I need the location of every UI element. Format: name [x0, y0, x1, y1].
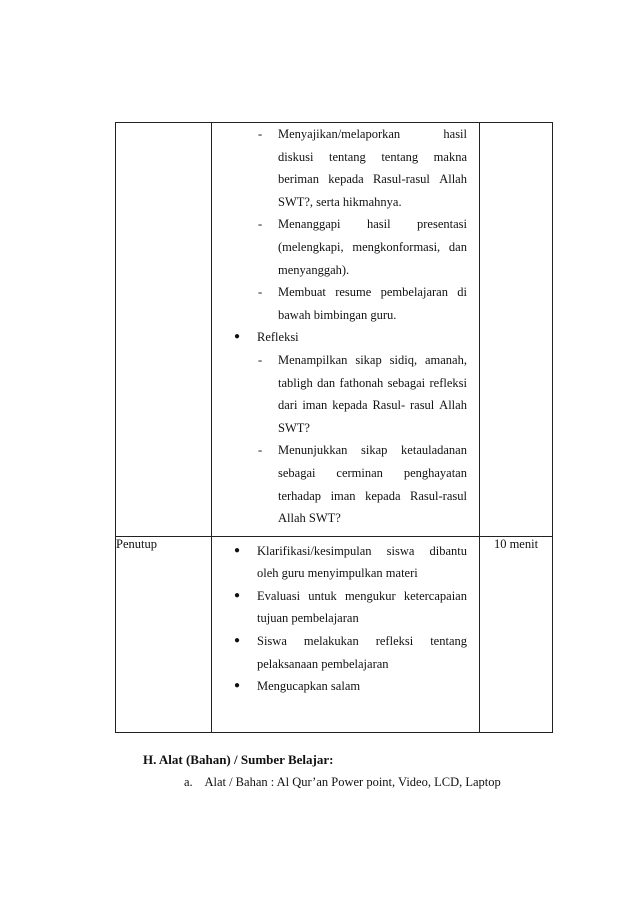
dash-marker: -	[258, 127, 263, 141]
text-line: Allah SWT?	[278, 511, 341, 526]
text-line: dari iman kepada Rasul- rasul Allah	[278, 398, 467, 413]
phase-cell: Penutup	[116, 536, 212, 732]
text-line: Refleksi	[257, 330, 299, 345]
text-line: bawah bimbingan guru.	[278, 307, 397, 322]
text-line: Membuat resume pembelajaran di	[278, 285, 467, 300]
bullet-list-item	[234, 326, 467, 349]
text-line: SWT?	[278, 420, 310, 435]
bullet-icon: ●	[234, 331, 241, 343]
activities-cell	[212, 536, 480, 732]
dash-marker: -	[258, 443, 263, 458]
list-item-text: Alat / Bahan : Al Qur’an Power point, Video, LCD, Laptop	[204, 775, 501, 789]
text-line: sebagai cerminan penghayatan	[278, 465, 467, 480]
activity-list	[212, 537, 479, 732]
bullet-icon: ●	[234, 680, 241, 692]
phase-cell	[116, 123, 212, 537]
dash-list-item	[258, 123, 467, 213]
text-line: pelaksanaan pembelajaran	[257, 656, 389, 671]
section-heading: H. Alat (Bahan) / Sumber Belajar:	[143, 752, 334, 767]
activity-list	[212, 123, 479, 536]
bullet-icon: ●	[234, 544, 241, 556]
text-line: SWT?, serta hikmahnya.	[278, 194, 402, 209]
text-line: Menyajikan/melaporkan hasil	[278, 127, 467, 141]
activities-cell	[212, 123, 480, 537]
text-line: Klarifikasi/kesimpulan siswa dibantu	[257, 543, 467, 558]
bullet-list-item	[234, 585, 467, 630]
text-line: Mengucapkan salam	[257, 679, 361, 694]
text-line: Menunjukkan sikap ketauladanan	[278, 443, 467, 458]
dash-marker: -	[258, 217, 263, 232]
text-line: menyanggah).	[278, 262, 350, 277]
text-line: Menanggapi hasil presentasi	[278, 217, 467, 232]
bullet-icon: ●	[234, 635, 241, 647]
text-line: (melengkapi, mengkonformasi, dan	[278, 239, 467, 254]
time-cell: 10 menit	[480, 536, 553, 732]
dash-marker: -	[258, 352, 263, 367]
bullet-list-item	[234, 675, 467, 698]
bullet-icon: ●	[234, 589, 241, 601]
text-line: Menampilkan sikap sidiq, amanah,	[278, 352, 467, 367]
dash-list-item	[258, 213, 467, 281]
text-line: Siswa melakukan refleksi tentang	[257, 634, 467, 649]
text-line: tabligh dan fathonah sebagai refleksi	[278, 375, 467, 390]
time-cell	[480, 123, 553, 537]
dash-list-item	[258, 439, 467, 529]
lesson-activity-table	[115, 122, 553, 733]
text-line: Evaluasi untuk mengukur ketercapaian	[257, 588, 467, 603]
dash-marker: -	[258, 285, 263, 300]
table-row	[116, 536, 553, 732]
text-line: beriman kepada Rasul-rasul Allah	[278, 172, 467, 187]
dash-list-item	[258, 349, 467, 439]
text-line: diskusi tentang tentang makna	[278, 149, 467, 164]
dash-list-item	[258, 281, 467, 326]
list-label: a.	[184, 775, 193, 789]
text-line: terhadap iman kepada Rasul-rasul	[278, 488, 467, 503]
bullet-list-item	[234, 540, 467, 585]
table-row	[116, 123, 553, 537]
text-line: tujuan pembelajaran	[257, 611, 359, 626]
text-line: oleh guru menyimpulkan materi	[257, 566, 418, 581]
bullet-list-item	[234, 630, 467, 675]
section-item-a	[184, 775, 501, 790]
